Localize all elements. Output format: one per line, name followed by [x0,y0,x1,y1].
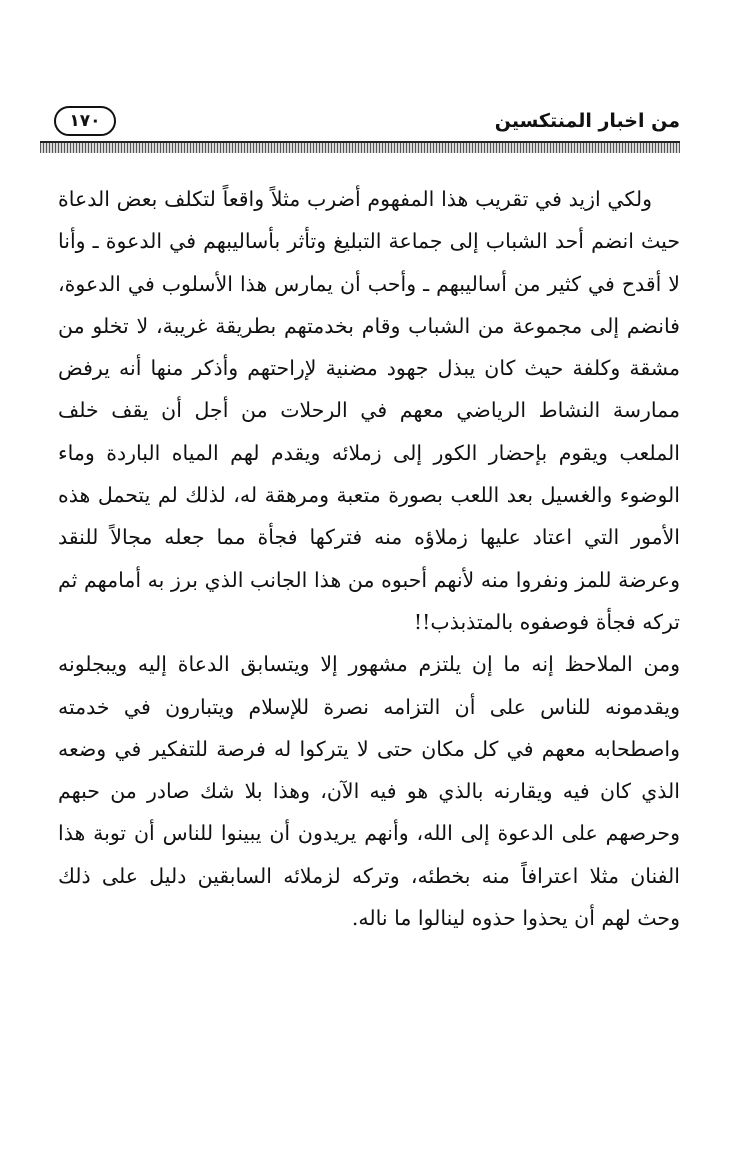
running-title: من اخبار المنتكسين [494,110,680,132]
body-text [58,178,680,939]
paragraph: ولكي ازيد في تقريب هذا المفهوم أضرب مثلاً واقعاً لتكلف بعض الدعاة حيث انضم أحد الشباب إلى جماعة التبليغ وتأثر بأساليبهم في الدعوة ـ وأنا لا أقدح في كثير من أساليبهم ـ وأحب أن يمارس هذا الأسلوب في الدعوة، فانضم إلى مجموعة من الشباب وقام بخدمتهم بطريقة غريبة، لا تخلو من مشقة وكلفة حيث كان يبذل جهود مضنية لإراحتهم وأذكر منها أنه يرفض ممارسة النشاط الرياضي معهم في الرحلات من أجل أن يقف خلف الملعب ويقوم بإحضار الكور إلى زملائه ويقدم لهم المياه الباردة وماء الوضوء والغسيل بعد اللعب بصورة متعبة ومرهقة له، لذلك لم يتحمل هذه الأمور التي اعتاد عليها زملاؤه منه فتركها فجأة مما جعله مجالاً للنقد وعرضة للمز ونفروا منه لأنهم أحبوه من هذا الجانب الذي برز به أمامهم ثم تركه فجأة فوصفوه بالمتذبذب!! [58,187,680,634]
page-number: ١٧٠ [54,106,116,136]
page-header [40,100,680,150]
header-divider [40,141,680,153]
paragraph: ومن الملاحظ إنه ما إن يلتزم مشهور إلا ويتسابق الدعاة إليه ويبجلونه ويقدمونه للناس على أن التزامه نصرة للإسلام ويتبارون في خدمته واصطحابه معهم في كل مكان حتى لا يتركوا له فرصة للتفكير في وضعه الذي كان فيه ويقارنه بالذي هو فيه الآن، وهذا بلا شك صادر من حبهم وحرصهم على الدعوة إلى الله، وأنهم يريدون أن يبينوا للناس أن توبة هذا الفنان مثلا اعترافاً منه بخطئه، وتركه لزملائه السابقين دليل على ذلك وحث لهم أن يحذوا حذوه لينالوا ما ناله. [58,652,680,931]
